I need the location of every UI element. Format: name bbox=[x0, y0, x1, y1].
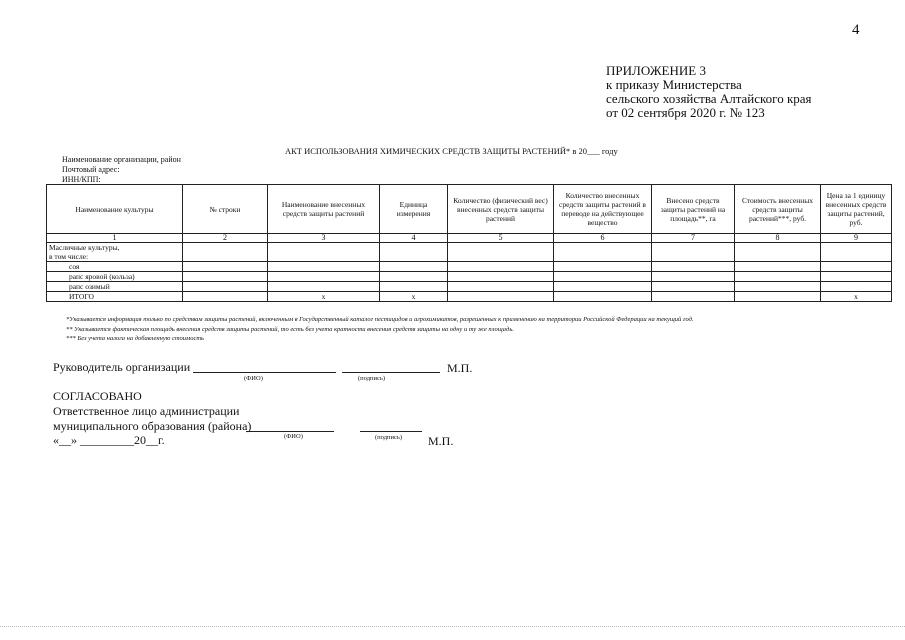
col-number: 3 bbox=[268, 234, 380, 243]
stamp-mark: М.П. bbox=[447, 361, 473, 375]
col-header-unit-price: Цена за 1 единицу внесенных средств защиты растений, руб. bbox=[821, 185, 892, 234]
table-cell bbox=[652, 272, 735, 282]
responsible-person-label: Ответственное лицо администрации bbox=[53, 404, 240, 418]
table-cell bbox=[821, 243, 892, 262]
table-cell bbox=[268, 272, 380, 282]
including-label: в том числе: bbox=[49, 252, 89, 261]
table-cell bbox=[380, 272, 448, 282]
x-mark: х bbox=[821, 292, 892, 302]
col-header-cost: Стоимость внесенных средств защиты растений***, руб. bbox=[735, 185, 821, 234]
footnote-3: *** Без учета налога на добавленную стоимость bbox=[66, 335, 204, 342]
document-title: АКТ ИСПОЛЬЗОВАНИЯ ХИМИЧЕСКИХ СРЕДСТВ ЗАЩИТЫ РАСТЕНИЙ* в 20___ году bbox=[285, 146, 618, 156]
table-cell bbox=[735, 243, 821, 262]
signature-caption: (подпись) bbox=[358, 375, 385, 382]
table-cell bbox=[448, 243, 554, 262]
footnote-2: ** Указывается фактическая площадь внесения средств защиты растений, то есть без учета кратности внесения средств защиты на одну и ту же площадь. bbox=[66, 325, 514, 333]
table-cell bbox=[735, 282, 821, 292]
x-mark: х bbox=[380, 292, 448, 302]
table-cell bbox=[380, 262, 448, 272]
table-cell bbox=[735, 262, 821, 272]
column-number-row bbox=[47, 234, 892, 243]
head-of-org-label: Руководитель организации bbox=[53, 360, 191, 374]
col-header-crop: Наименование культуры bbox=[47, 185, 183, 234]
footnote-1: *Указывается информация только по средствам защиты растений, включенным в Государственный каталог пестицидов и агрохимикатов, разрешенных к применению на территории Российской Федерации на текущий год. bbox=[66, 316, 694, 323]
signature-line-2 bbox=[360, 431, 422, 432]
table-cell bbox=[554, 272, 652, 282]
table-cell bbox=[380, 282, 448, 292]
x-mark: х bbox=[268, 292, 380, 302]
table-cell bbox=[268, 282, 380, 292]
col-header-product-name: Наименование внесенных средств защиты растений bbox=[268, 185, 380, 234]
inn-kpp-label: ИНН/КПП: bbox=[62, 175, 101, 184]
col-number: 4 bbox=[380, 234, 448, 243]
table-cell bbox=[821, 262, 892, 272]
oilseeds-label: Масличные культуры, bbox=[49, 243, 120, 252]
col-header-row-number: № строки bbox=[183, 185, 268, 234]
scan-edge-divider bbox=[0, 626, 905, 627]
postal-address-label: Почтовый адрес: bbox=[62, 165, 120, 174]
agreed-heading: СОГЛАСОВАНО bbox=[53, 389, 142, 403]
appendix-line-2: к приказу Министерства bbox=[606, 77, 742, 92]
table-cell bbox=[735, 292, 821, 302]
table-cell bbox=[183, 272, 268, 282]
table-cell bbox=[652, 243, 735, 262]
table-cell bbox=[448, 292, 554, 302]
appendix-line-1: ПРИЛОЖЕНИЕ 3 bbox=[606, 63, 706, 78]
row-label-soy: соя bbox=[47, 262, 183, 272]
table-cell bbox=[448, 282, 554, 292]
table-cell bbox=[183, 243, 268, 262]
appendix-line-4: от 02 сентября 2020 г. № 123 bbox=[606, 105, 765, 120]
table-cell bbox=[554, 243, 652, 262]
col-header-unit: Единица измерения bbox=[380, 185, 448, 234]
table-header-row bbox=[47, 185, 892, 234]
fio-caption: (ФИО) bbox=[244, 375, 263, 382]
signature-caption-2: (подпись) bbox=[375, 434, 402, 441]
col-number: 2 bbox=[183, 234, 268, 243]
col-header-quantity: Количество (физический вес) внесенных средств защиты растений bbox=[448, 185, 554, 234]
table-cell bbox=[183, 292, 268, 302]
row-label-rape-winter: рапс озимый bbox=[47, 282, 183, 292]
table-cell bbox=[652, 262, 735, 272]
table-cell bbox=[268, 262, 380, 272]
fio-line bbox=[193, 372, 336, 373]
col-number: 9 bbox=[821, 234, 892, 243]
row-label-oilseeds bbox=[47, 243, 183, 262]
col-number: 6 bbox=[554, 234, 652, 243]
row-label-rape-spring: рапс яровой (кольза) bbox=[47, 272, 183, 282]
page-number: 4 bbox=[852, 22, 860, 38]
table-cell bbox=[554, 282, 652, 292]
date-field: «__» _________20__г. bbox=[53, 433, 165, 447]
table-cell bbox=[821, 282, 892, 292]
col-number: 5 bbox=[448, 234, 554, 243]
usage-table bbox=[46, 184, 892, 302]
row-label-total: ИТОГО bbox=[47, 292, 183, 302]
table-cell bbox=[821, 272, 892, 282]
table-row bbox=[47, 262, 892, 272]
fio-caption-2: (ФИО) bbox=[284, 433, 303, 440]
table-row-total bbox=[47, 292, 892, 302]
table-cell bbox=[554, 292, 652, 302]
appendix-header bbox=[606, 64, 812, 120]
col-number: 7 bbox=[652, 234, 735, 243]
table-cell bbox=[735, 272, 821, 282]
table-cell bbox=[554, 262, 652, 272]
col-header-active-substance: Количество внесенных средств защиты растений в переводе на действующее вещество bbox=[554, 185, 652, 234]
table-cell bbox=[448, 262, 554, 272]
fio-line-2 bbox=[246, 431, 334, 432]
table-cell bbox=[448, 272, 554, 282]
table-row bbox=[47, 282, 892, 292]
table-cell bbox=[652, 292, 735, 302]
table-cell bbox=[183, 262, 268, 272]
table-row bbox=[47, 272, 892, 282]
col-header-area: Внесено средств защиты растений на площадь**, га bbox=[652, 185, 735, 234]
signature-line bbox=[342, 372, 440, 373]
col-number: 8 bbox=[735, 234, 821, 243]
stamp-mark-2: М.П. bbox=[428, 434, 454, 448]
appendix-line-3: сельского хозяйства Алтайского края bbox=[606, 91, 812, 106]
table-cell bbox=[183, 282, 268, 292]
col-number: 1 bbox=[47, 234, 183, 243]
org-name-label: Наименование организации, район bbox=[62, 155, 181, 164]
municipality-label: муниципального образования (района) bbox=[53, 419, 252, 433]
table-cell bbox=[380, 243, 448, 262]
table-row bbox=[47, 243, 892, 262]
table-cell bbox=[268, 243, 380, 262]
table-cell bbox=[652, 282, 735, 292]
footnotes bbox=[66, 316, 886, 344]
